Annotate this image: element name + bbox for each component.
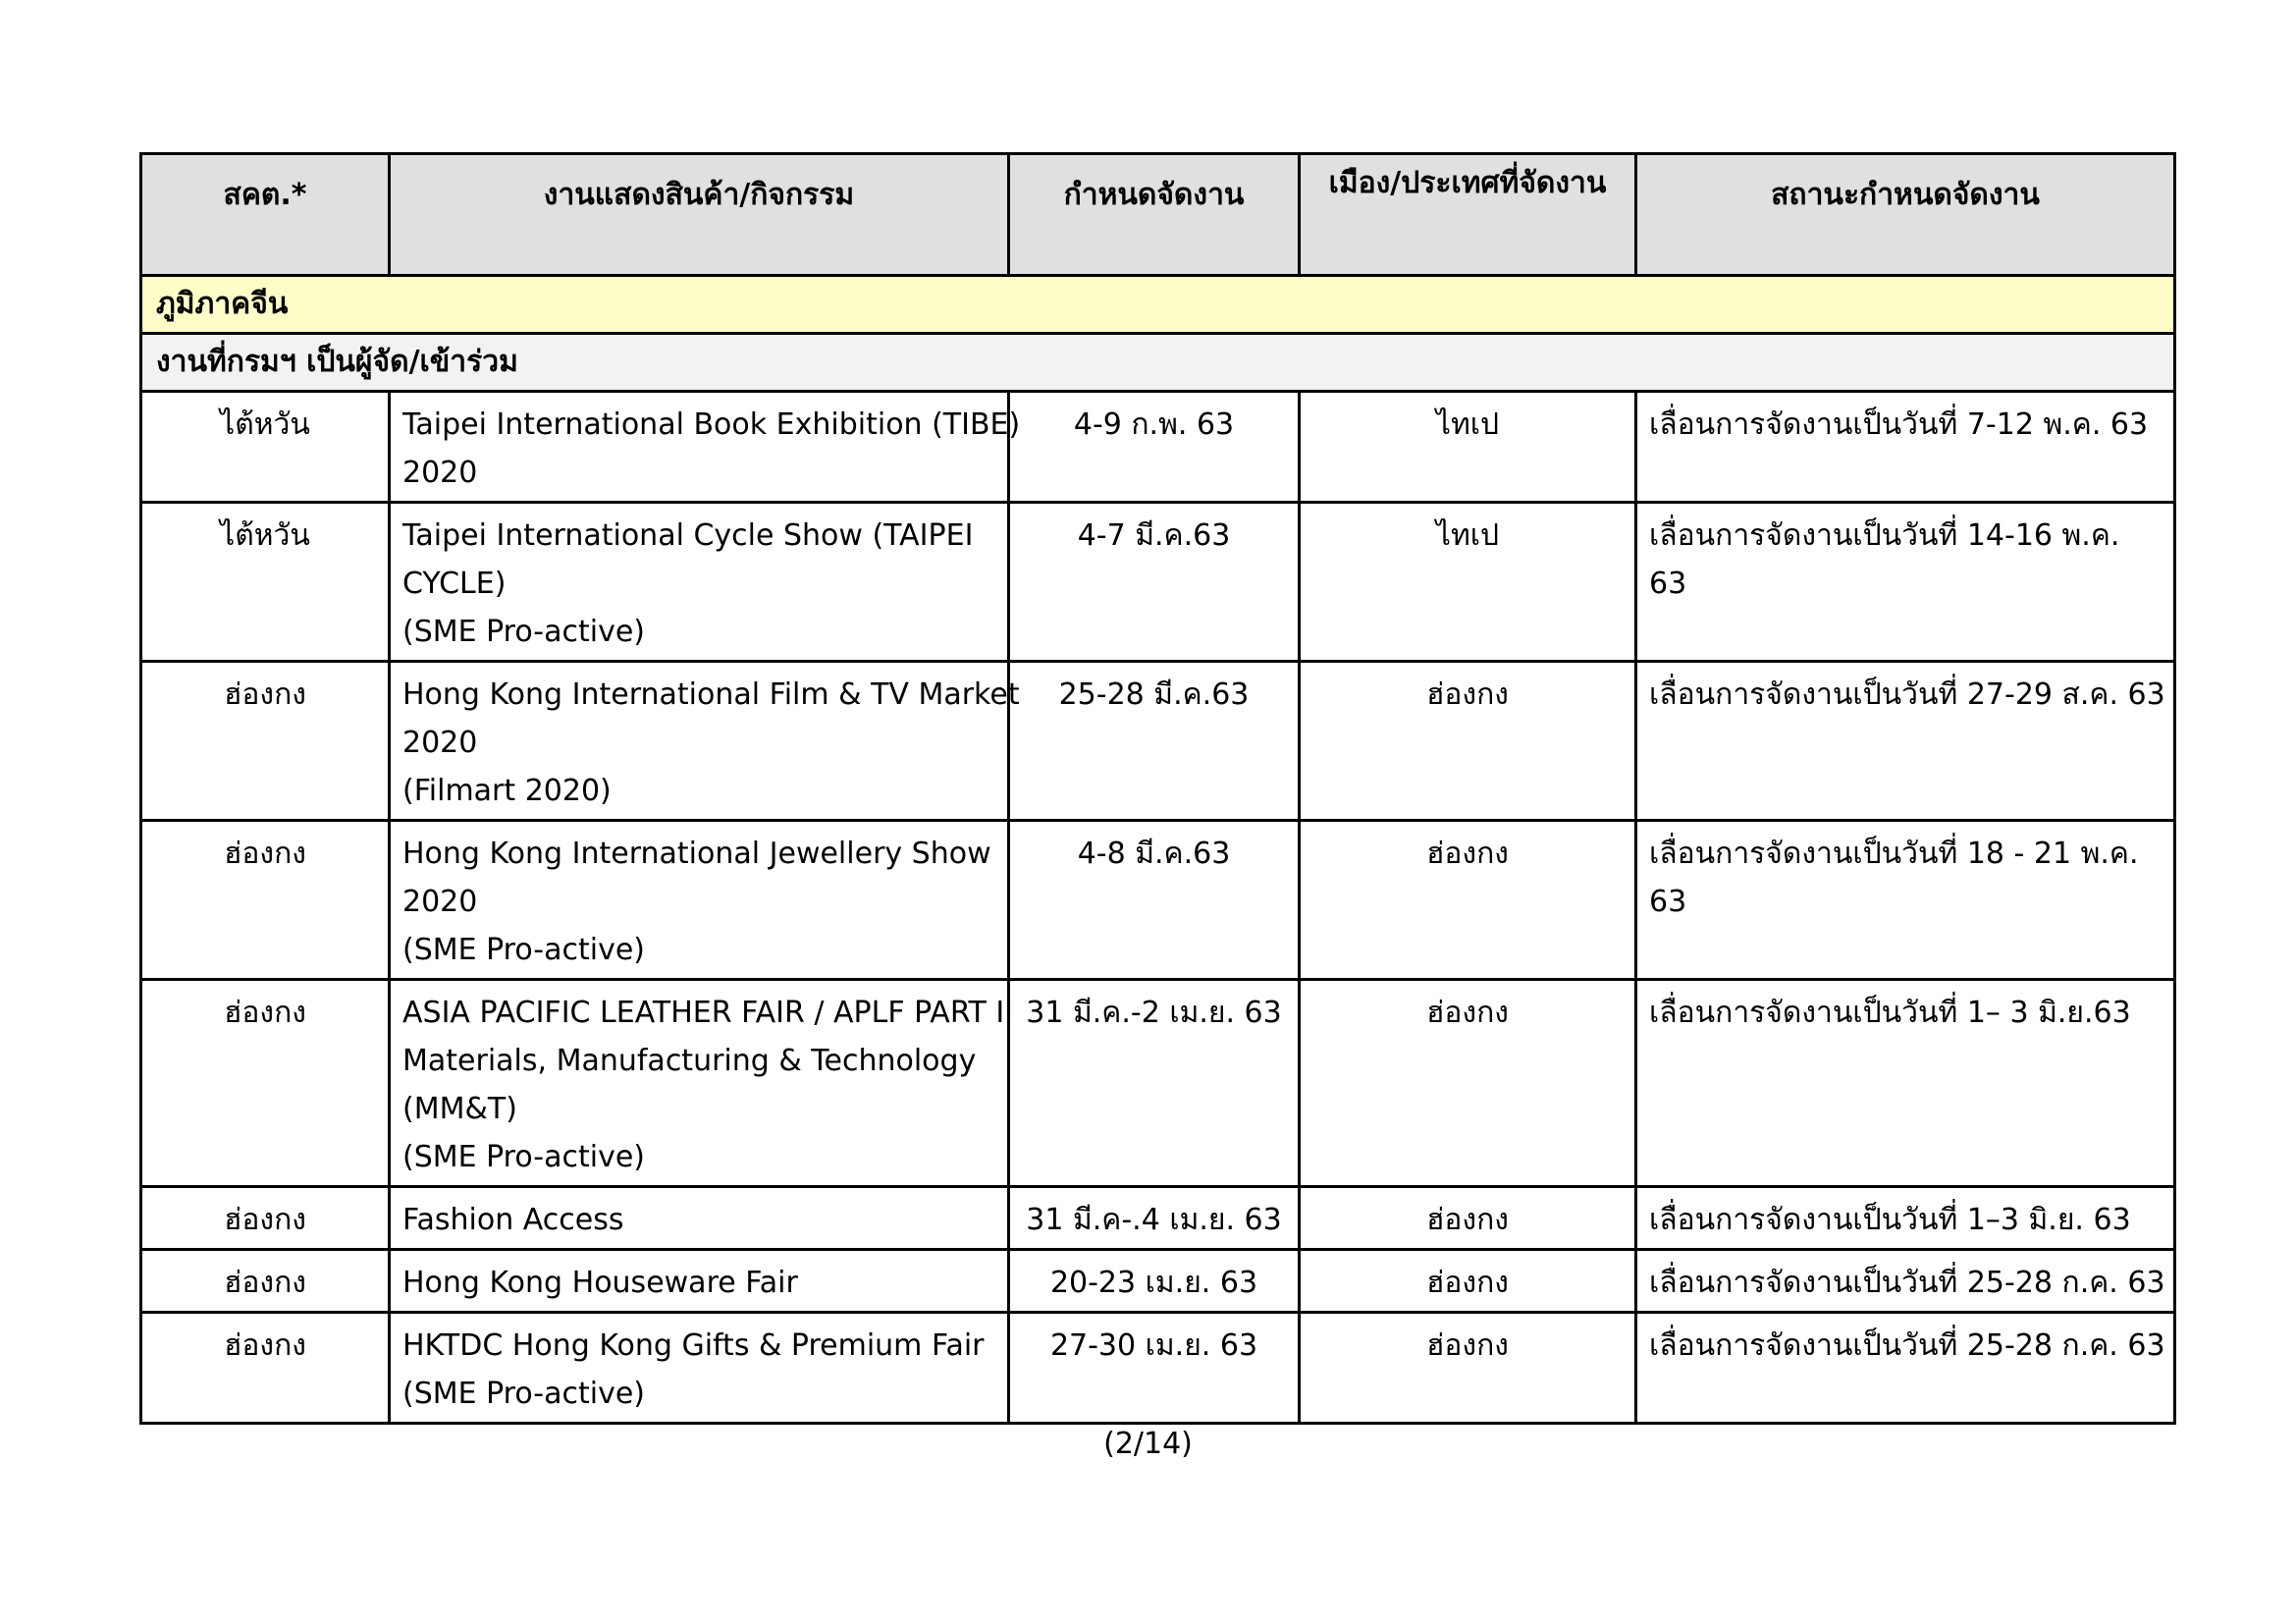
- row-country: ฮ่องกง: [141, 1187, 390, 1250]
- row-event: [390, 980, 1014, 1187]
- table-body: [141, 276, 2175, 1424]
- row-date: 31 มี.ค.-2 เม.ย. 63: [1009, 980, 1300, 1187]
- event-line: Fashion Access: [402, 1203, 624, 1237]
- row-event: [390, 1187, 1009, 1250]
- trade-fair-table-container: [139, 152, 2173, 1425]
- table-row: [141, 1313, 2175, 1424]
- header-status: สถานะกำหนดจัดงาน: [1636, 154, 2175, 276]
- row-date: 4-9 ก.พ. 63: [1009, 392, 1300, 503]
- row-status: เลื่อนการจัดงานเป็นวันที่ 25-28 ก.ค. 63: [1636, 1250, 2175, 1313]
- event-line: (MM&T): [402, 1092, 517, 1126]
- event-line: (Filmart 2020): [402, 774, 612, 808]
- subsection-label: งานที่กรมฯ เป็นผู้จัด/เข้าร่วม: [141, 334, 2175, 392]
- row-event: [390, 662, 1020, 821]
- table-row: [141, 1187, 2175, 1250]
- region-row: [141, 276, 2175, 334]
- header-date: กำหนดจัดงาน: [1009, 154, 1300, 276]
- row-event: [390, 1313, 1009, 1424]
- row-city: ฮ่องกง: [1300, 662, 1636, 821]
- row-country: ฮ่องกง: [141, 1250, 390, 1313]
- table-row: [141, 980, 2175, 1187]
- row-event: [390, 503, 1009, 662]
- row-country: ฮ่องกง: [141, 662, 390, 821]
- event-line: 2020: [402, 726, 478, 760]
- event-line: HKTDC Hong Kong Gifts & Premium Fair: [402, 1328, 985, 1363]
- row-event: [390, 392, 1021, 503]
- event-line: Hong Kong Houseware Fair: [402, 1266, 798, 1300]
- event-line: (SME Pro-active): [402, 1140, 645, 1174]
- table-row: [141, 392, 2175, 503]
- event-line: (SME Pro-active): [402, 933, 645, 967]
- row-city: ฮ่องกง: [1300, 980, 1636, 1187]
- row-city: ฮ่องกง: [1300, 1250, 1636, 1313]
- row-status: เลื่อนการจัดงานเป็นวันที่ 1–3 มิ.ย. 63: [1636, 1187, 2175, 1250]
- event-line: 2020: [402, 456, 478, 490]
- region-label: ภูมิภาคจีน: [141, 276, 2175, 334]
- event-line: (SME Pro-active): [402, 1377, 645, 1411]
- row-status: เลื่อนการจัดงานเป็นวันที่ 14-16 พ.ค. 63: [1636, 503, 2175, 662]
- table-row: [141, 503, 2175, 662]
- row-country: ฮ่องกง: [141, 821, 390, 980]
- table-header-row: [141, 154, 2175, 276]
- row-city: ฮ่องกง: [1300, 821, 1636, 980]
- table-row: [141, 821, 2175, 980]
- header-event: งานแสดงสินค้า/กิจกรรม: [390, 154, 1009, 276]
- row-status: เลื่อนการจัดงานเป็นวันที่ 18 - 21 พ.ค. 63: [1636, 821, 2175, 980]
- row-event: [390, 1250, 1009, 1313]
- row-city: ฮ่องกง: [1300, 1187, 1636, 1250]
- event-line: Hong Kong International Jewellery Show: [402, 837, 991, 871]
- row-country: ฮ่องกง: [141, 1313, 390, 1424]
- event-line: ASIA PACIFIC LEATHER FAIR / APLF PART II: [402, 996, 1014, 1030]
- table-row: [141, 662, 2175, 821]
- event-line: (SME Pro-active): [402, 615, 645, 649]
- trade-fair-table: [139, 152, 2176, 1425]
- subsection-row: [141, 334, 2175, 392]
- header-city: เมือง/ประเทศที่จัดงาน: [1300, 154, 1636, 276]
- event-line: CYCLE): [402, 567, 507, 601]
- row-status: เลื่อนการจัดงานเป็นวันที่ 27-29 ส.ค. 63: [1636, 662, 2175, 821]
- row-country: ไต้หวัน: [141, 503, 390, 662]
- page-number: (2/14): [1103, 1427, 1193, 1461]
- row-date: 25-28 มี.ค.63: [1009, 662, 1300, 821]
- row-country: ไต้หวัน: [141, 392, 390, 503]
- row-date: 4-8 มี.ค.63: [1009, 821, 1300, 980]
- row-status: เลื่อนการจัดงานเป็นวันที่ 25-28 ก.ค. 63: [1636, 1313, 2175, 1424]
- event-line: Taipei International Book Exhibition (TIBE): [402, 407, 1021, 442]
- row-city: ไทเป: [1300, 503, 1636, 662]
- row-date: 27-30 เม.ย. 63: [1009, 1313, 1300, 1424]
- row-date: 4-7 มี.ค.63: [1009, 503, 1300, 662]
- event-line: 2020: [402, 885, 478, 919]
- row-date: 20-23 เม.ย. 63: [1009, 1250, 1300, 1313]
- row-date: 31 มี.ค-.4 เม.ย. 63: [1009, 1187, 1300, 1250]
- event-line: Hong Kong International Film & TV Market: [402, 677, 1020, 712]
- header-country: สคต.*: [141, 154, 390, 276]
- row-event: [390, 821, 1009, 980]
- row-country: ฮ่องกง: [141, 980, 390, 1187]
- table-row: [141, 1250, 2175, 1313]
- row-city: ฮ่องกง: [1300, 1313, 1636, 1424]
- row-city: ไทเป: [1300, 392, 1636, 503]
- row-status: เลื่อนการจัดงานเป็นวันที่ 1– 3 มิ.ย.63: [1636, 980, 2175, 1187]
- row-status: เลื่อนการจัดงานเป็นวันที่ 7-12 พ.ค. 63: [1636, 392, 2175, 503]
- event-line: Materials, Manufacturing & Technology: [402, 1044, 977, 1078]
- event-line: Taipei International Cycle Show (TAIPEI: [402, 518, 974, 553]
